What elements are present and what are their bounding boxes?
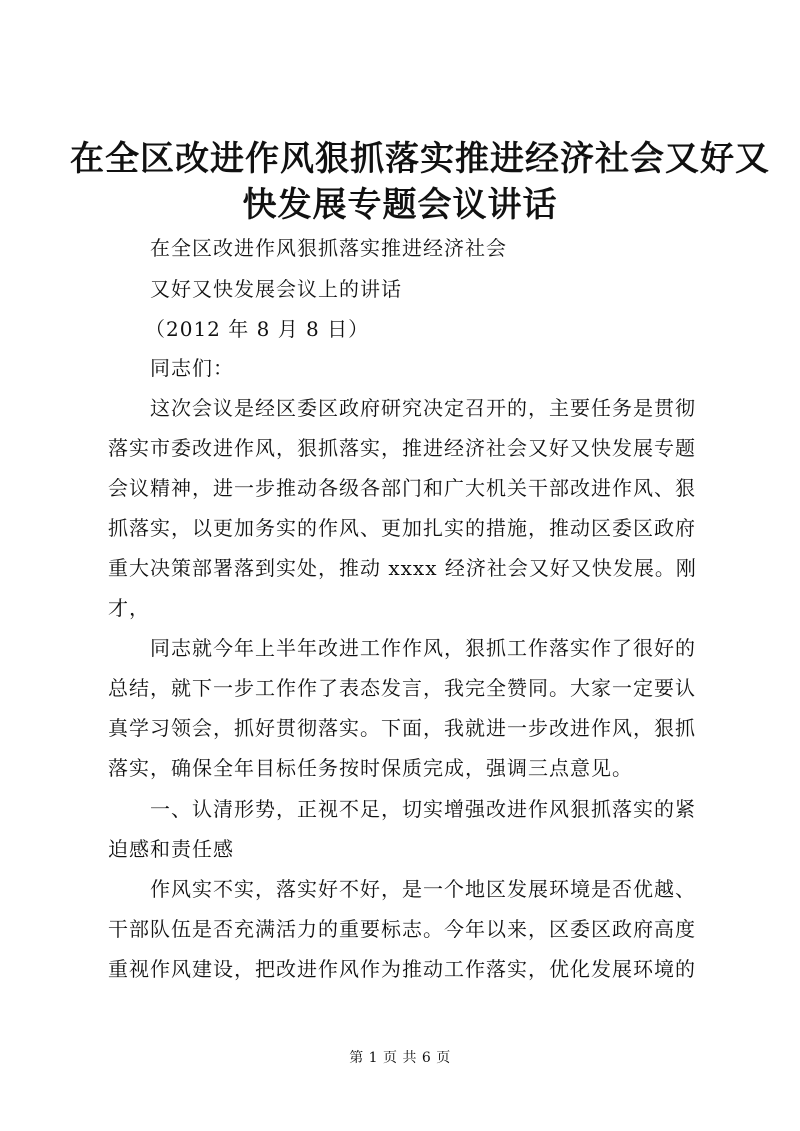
- paragraph-1-line: 抓落实，以更加务实的作风、更加扎实的措施，推动区委区政府: [108, 516, 696, 540]
- paragraph-4-line: 重视作风建设，把改进作风作为推动工作落实，优化发展环境的: [108, 957, 696, 981]
- paragraph-4-line: 作风实不实，落实好不好，是一个地区发展环境是否优越、: [150, 877, 696, 901]
- paragraph-4-line: 干部队伍是否充满活力的重要标志。今年以来，区委区政府高度: [108, 917, 696, 941]
- paragraph-2-line: 总结，就下一步工作作了表态发言，我完全赞同。大家一定要认: [108, 676, 696, 700]
- document-title-line-2: 快发展专题会议讲话: [242, 185, 558, 225]
- paragraph-2-line: 真学习领会，抓好贯彻落实。下面，我就进一步改进作风，狠抓: [108, 716, 696, 740]
- document-title-line-1: 在全区改进作风狠抓落实推进经济社会又好又: [70, 139, 770, 179]
- paragraph-1-line: 落实市委改进作风，狠抓落实，推进经济社会又好又快发展专题: [108, 436, 696, 460]
- paragraph-1-line: 重大决策部署落到实处，推动 xxxx 经济社会又好又快发展。刚: [108, 556, 697, 580]
- paragraph-2-line: 落实，确保全年目标任务按时保质完成，强调三点意见。: [108, 756, 633, 780]
- page-footer: 第 1 页 共 6 页: [349, 1050, 451, 1066]
- paragraph-1-line: 这次会议是经区委区政府研究决定召开的，主要任务是贯彻: [150, 396, 696, 420]
- speech-date: （2012 年 8 月 8 日）: [145, 317, 370, 341]
- subtitle-line-2: 又好又快发展会议上的讲话: [150, 277, 402, 301]
- section-heading-line: 迫感和责任感: [108, 837, 234, 861]
- paragraph-1-line: 才，: [108, 596, 150, 620]
- paragraph-2-line: 同志就今年上半年改进工作作风，狠抓工作落实作了很好的: [150, 636, 696, 660]
- greeting: 同志们：: [150, 356, 234, 380]
- section-heading-line: 一、认清形势，正视不足，切实增强改进作风狠抓落实的紧: [150, 797, 696, 821]
- subtitle-line-1: 在全区改进作风狠抓落实推进经济社会: [150, 236, 507, 260]
- paragraph-1-line: 会议精神，进一步推动各级各部门和广大机关干部改进作风、狠: [108, 476, 696, 500]
